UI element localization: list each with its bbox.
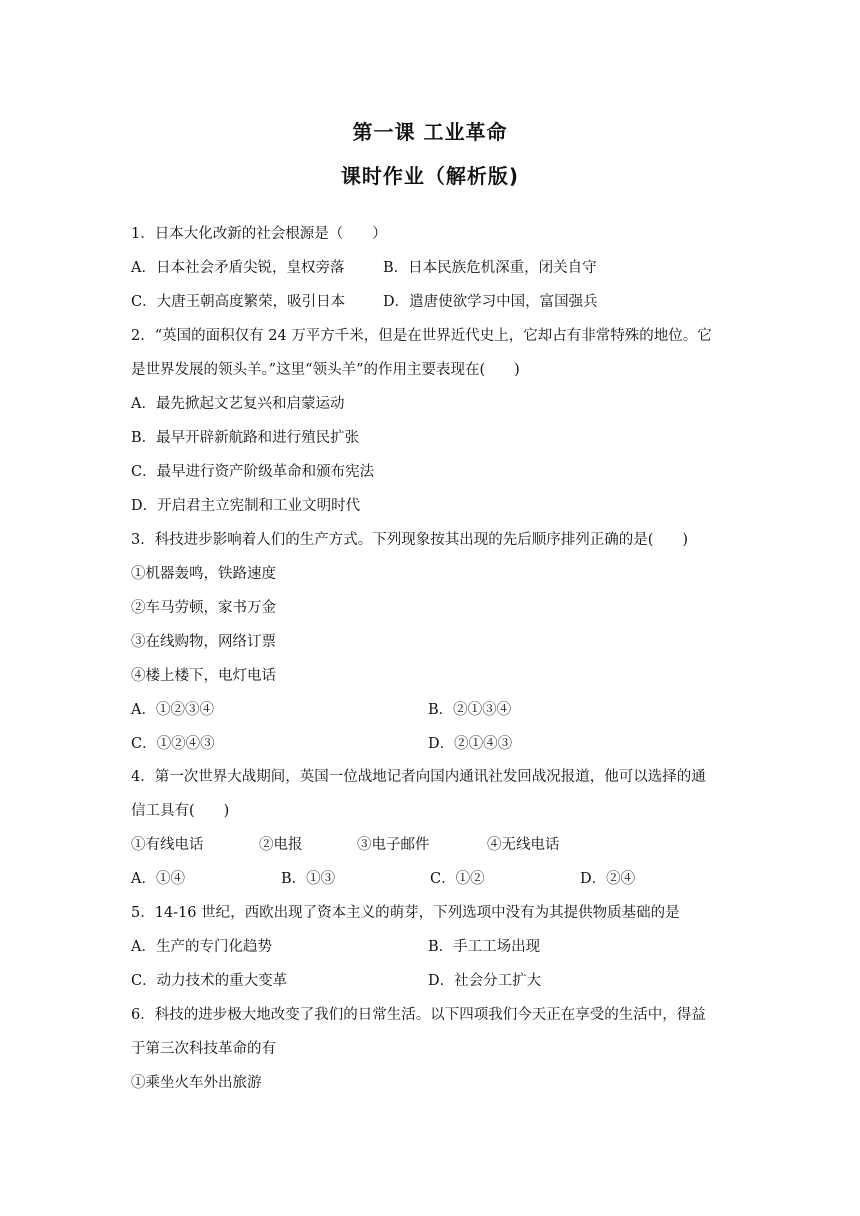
q3-stem: 3．科技进步影响着人们的生产方式。下列现象按其出现的先后顺序排列正确的是( ) xyxy=(131,532,689,548)
q6-stem-line2: 于第三次科技革命的有 xyxy=(131,1041,276,1057)
q2-option-c: C．最早进行资产阶级革命和颁布宪法 xyxy=(131,464,375,480)
q5-option-b: B．手工工场出现 xyxy=(428,939,541,955)
q4-stem-line2: 信工具有( ) xyxy=(131,803,230,819)
q5-option-a: A．生产的专门化趋势 xyxy=(131,939,272,955)
q4-item-4: ④无线电话 xyxy=(487,837,560,853)
q4-option-d: D．②④ xyxy=(580,871,636,887)
q2-stem-line2: 是世界发展的领头羊。”这里“领头羊”的作用主要表现在( ) xyxy=(131,362,520,378)
q4-item-3: ③电子邮件 xyxy=(357,837,430,853)
q1-option-d: D．遣唐使欲学习中国，富国强兵 xyxy=(383,294,598,310)
q3-option-b: B．②①③④ xyxy=(428,702,512,718)
q1-stem: 1．日本大化改新的社会根源是（ ） xyxy=(131,226,387,242)
q5-stem: 5．14-16 世纪，西欧出现了资本主义的萌芽，下列选项中没有为其提供物质基础的是 xyxy=(131,905,680,921)
q2-option-d: D．开启君主立宪制和工业文明时代 xyxy=(131,498,361,514)
q5-option-d: D．社会分工扩大 xyxy=(428,973,542,989)
q2-option-a: A．最先掀起文艺复兴和启蒙运动 xyxy=(131,396,345,412)
q3-item-2: ②车马劳顿，家书万金 xyxy=(131,600,276,616)
q3-option-c: C．①②④③ xyxy=(131,736,215,752)
q1-option-a-text: A．日本社会矛盾尖锐，皇权旁落 xyxy=(131,260,345,276)
q3-option-a: A．①②③④ xyxy=(131,702,214,718)
q6-item-1: ①乘坐火车外出旅游 xyxy=(131,1075,262,1091)
q3-option-d: D．②①④③ xyxy=(428,736,513,752)
page-subtitle: 课时作业（解析版) xyxy=(340,164,520,188)
q1-option-b: B．日本民族危机深重，闭关自守 xyxy=(383,260,597,276)
q4-stem-line1: 4．第一次世界大战期间，英国一位战地记者向国内通讯社发回战况报道，他可以选择的通 xyxy=(131,769,706,785)
q1-option-c: C．大唐王朝高度繁荣，吸引日本 xyxy=(131,294,346,310)
q2-stem-line1: 2．“英国的面积仅有 24 万平方千米，但是在世界近代史上，它却占有非常特殊的地位。它 xyxy=(131,328,712,344)
q4-item-1: ①有线电话 xyxy=(131,837,204,853)
q6-stem-line1: 6．科技的进步极大地改变了我们的日常生活。以下四项我们今天正在享受的生活中，得益 xyxy=(131,1007,706,1023)
q4-option-c: C．①② xyxy=(430,871,485,887)
q3-item-4: ④楼上楼下，电灯电话 xyxy=(131,668,276,684)
q4-item-2: ②电报 xyxy=(259,837,303,853)
page-title: 第一课 工业革命 xyxy=(352,120,508,144)
q4-option-a: A．①④ xyxy=(131,871,185,887)
q4-option-b: B．①③ xyxy=(281,871,336,887)
q3-item-1: ①机器轰鸣，铁路速度 xyxy=(131,566,276,582)
q3-item-3: ③在线购物，网络订票 xyxy=(131,634,276,650)
q2-option-b: B．最早开辟新航路和进行殖民扩张 xyxy=(131,430,360,446)
q5-option-c: C．动力技术的重大变革 xyxy=(131,973,288,989)
q1-option-a xyxy=(131,258,344,278)
